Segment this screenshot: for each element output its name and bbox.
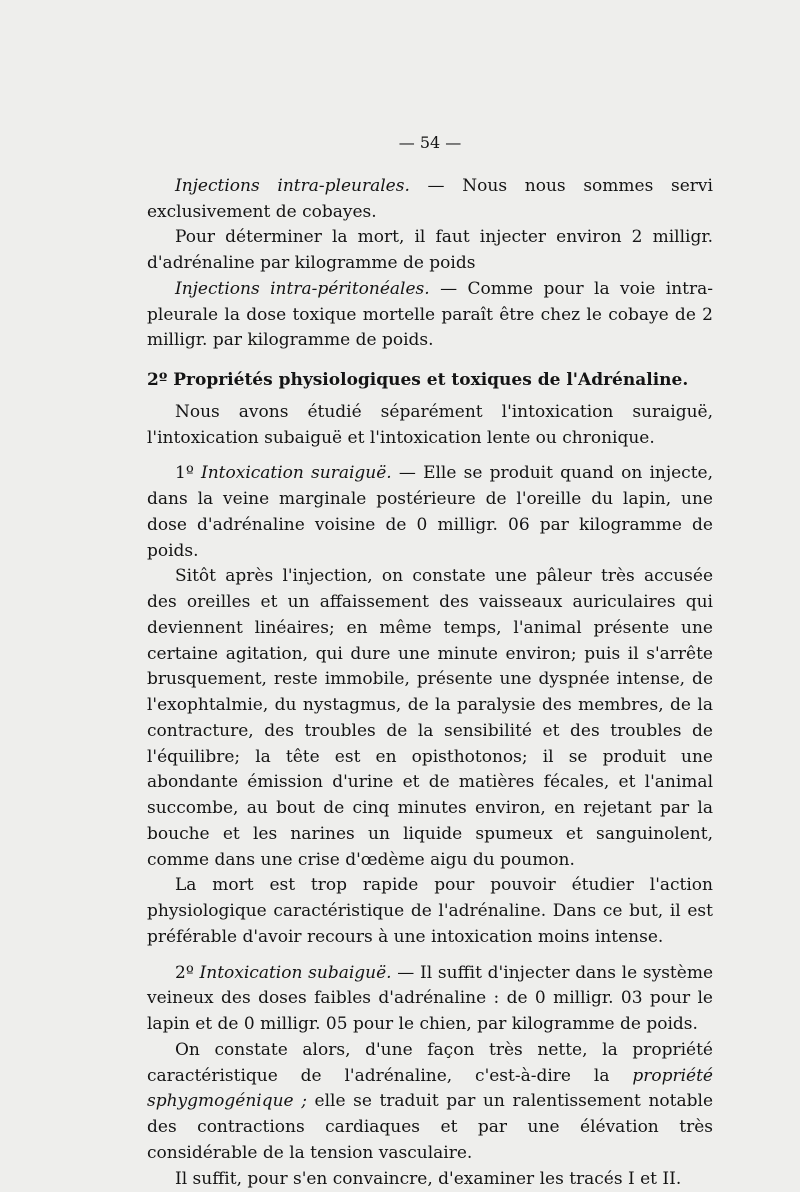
term-sphygmogenique: propriété sphygmogénique ; — [147, 1066, 713, 1112]
paragraph-text: — Nous nous sommes servi exclusivement de cobayes. — [147, 176, 713, 222]
paragraph-symptomes — [147, 564, 713, 873]
paragraph-text: — Il suffit d'injecter dans le système veineux des doses faibles d'adrénaline : de 0 milligr. 03 pour le lapin et de 0 milligr. 05 pour le chien, par kilogramme de poids. — [147, 963, 713, 1035]
item-number: 2º — [175, 963, 200, 983]
paragraph-text: — Comme pour la voie intra-pleurale la dose toxique mortelle paraît être chez le cobaye de 2 milligr. par kilogramme de poids. — [147, 279, 713, 351]
section-heading-proprietes — [147, 368, 713, 394]
item-number: 1º — [175, 463, 201, 483]
paragraph-intoxication-subaigue — [147, 961, 713, 1038]
paragraph-text: La mort est trop rapide pour pouvoir étudier l'action physiologique caractéristique de l'adrénaline. Dans ce but, il est préférable d'avoir recours à une intoxication moins intense. — [147, 875, 713, 947]
paragraph-intra-peritoneales — [147, 277, 713, 354]
paragraph-text: On constate alors, d'une façon très nette, la propriété caractéristique de l'adrénaline, c'est-à-dire la — [147, 1040, 713, 1086]
paragraph-traces — [147, 1167, 713, 1192]
section-title-suraigue: Intoxication suraiguë. — [201, 463, 392, 483]
paragraph-text: — Elle se produit quand on injecte, dans la veine marginale postérieure de l'oreille du lapin, une dose d'adrénaline voisine de 0 milligr. 06 par kilogramme de poids. — [147, 463, 713, 560]
page-number: — 54 — — [147, 130, 713, 156]
paragraph-intro-intoxication — [147, 400, 713, 452]
paragraph-text: Il suffit, pour s'en convaincre, d'examiner les tracés I et II. — [175, 1169, 681, 1189]
paragraph-intra-pleurales — [147, 174, 713, 226]
paragraph-propriete-sphygmogenique — [147, 1038, 713, 1167]
heading-text: Propriétés physiologiques et toxiques de l'Adrénaline. — [167, 370, 688, 390]
paragraph-text: Nous avons étudié séparément l'intoxication suraiguë, l'intoxication subaiguë et l'intoxication lente ou chronique. — [147, 402, 713, 448]
paragraph-dose-pleurale — [147, 225, 713, 277]
paragraph-mort-rapide — [147, 873, 713, 950]
section-title-intra-pleurales: Injections intra-pleurales. — [175, 176, 410, 196]
heading-number: 2º — [147, 370, 167, 390]
section-title-subaigue: Intoxication subaiguë. — [200, 963, 392, 983]
paragraph-text: elle se traduit par un ralentissement notable des contractions cardiaques et par une élévation très considérable de la tension vasculaire. — [147, 1091, 713, 1163]
page-text — [147, 130, 713, 1192]
paragraph-text: Pour déterminer la mort, il faut injecter environ 2 milligr. d'adrénaline par kilogramme de poids — [147, 227, 713, 273]
paragraph-intoxication-suraigue — [147, 461, 713, 564]
section-title-intra-peritoneales: Injections intra-péritonéales. — [175, 279, 430, 299]
paragraph-text: Sitôt après l'injection, on constate une pâleur très accusée des oreilles et un affaissement des vaisseaux auriculaires qui deviennent linéaires; en même temps, l'animal présente une certaine agitation, qui dure une minute environ; puis il s'arrête brusquement, reste immobile, présente une dyspnée intense, de l'exophtalmie, du nystagmus, de la paralysie des membres, de la contracture, des troubles de la sensibilité et des troubles de l'équilibre; la tête est en opisthotonos; il se produit une abondante émission d'urine et de matières fécales, et l'animal succombe, au bout de cinq minutes environ, en rejetant par la bouche et les narines un liquide spumeux et sanguinolent, comme dans une crise d'œdème aigu du poumon. — [147, 566, 713, 869]
